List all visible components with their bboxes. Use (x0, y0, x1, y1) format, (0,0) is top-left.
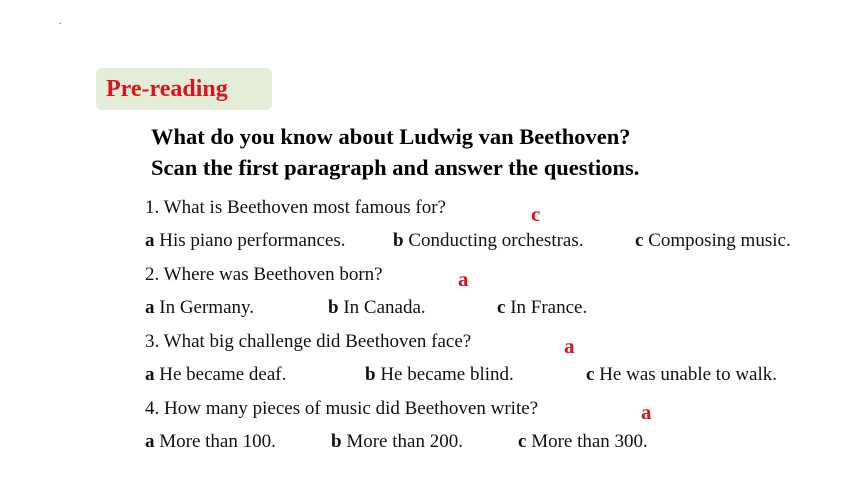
answer-2: a (458, 267, 469, 291)
option-2c: c In France. (497, 297, 588, 318)
options-1 (145, 230, 845, 256)
option-4b: b More than 200. (331, 431, 463, 452)
question-1: 1. What is Beethoven most famous for? (145, 197, 446, 218)
pre-reading-badge (96, 68, 272, 110)
option-1a: a His piano performances. (145, 230, 346, 251)
slide-dot: . (59, 16, 62, 27)
option-3c: c He was unable to walk. (586, 364, 777, 385)
option-1b: b Conducting orchestras. (393, 230, 584, 251)
answer-1: c (531, 202, 541, 226)
badge-label: Pre-reading (106, 76, 228, 102)
answer-4: a (641, 400, 652, 424)
question-2: 2. Where was Beethoven born? (145, 264, 383, 285)
answer-3: a (564, 334, 575, 358)
option-3b: b He became blind. (365, 364, 514, 385)
option-3a: a He became deaf. (145, 364, 287, 385)
option-4a: a More than 100. (145, 431, 276, 452)
option-4c: c More than 300. (518, 431, 648, 452)
options-4 (145, 431, 845, 457)
option-2b: b In Canada. (328, 297, 426, 318)
heading-beethoven: What do you know about Ludwig van Beethoven? (151, 124, 631, 149)
option-1c: c Composing music. (635, 230, 791, 251)
heading-instructions: Scan the first paragraph and answer the questions. (151, 155, 640, 180)
option-2a: a In Germany. (145, 297, 255, 318)
question-3: 3. What big challenge did Beethoven face? (145, 331, 472, 352)
options-3 (145, 364, 845, 390)
options-2 (145, 297, 845, 323)
question-4: 4. How many pieces of music did Beethoven write? (145, 398, 539, 419)
